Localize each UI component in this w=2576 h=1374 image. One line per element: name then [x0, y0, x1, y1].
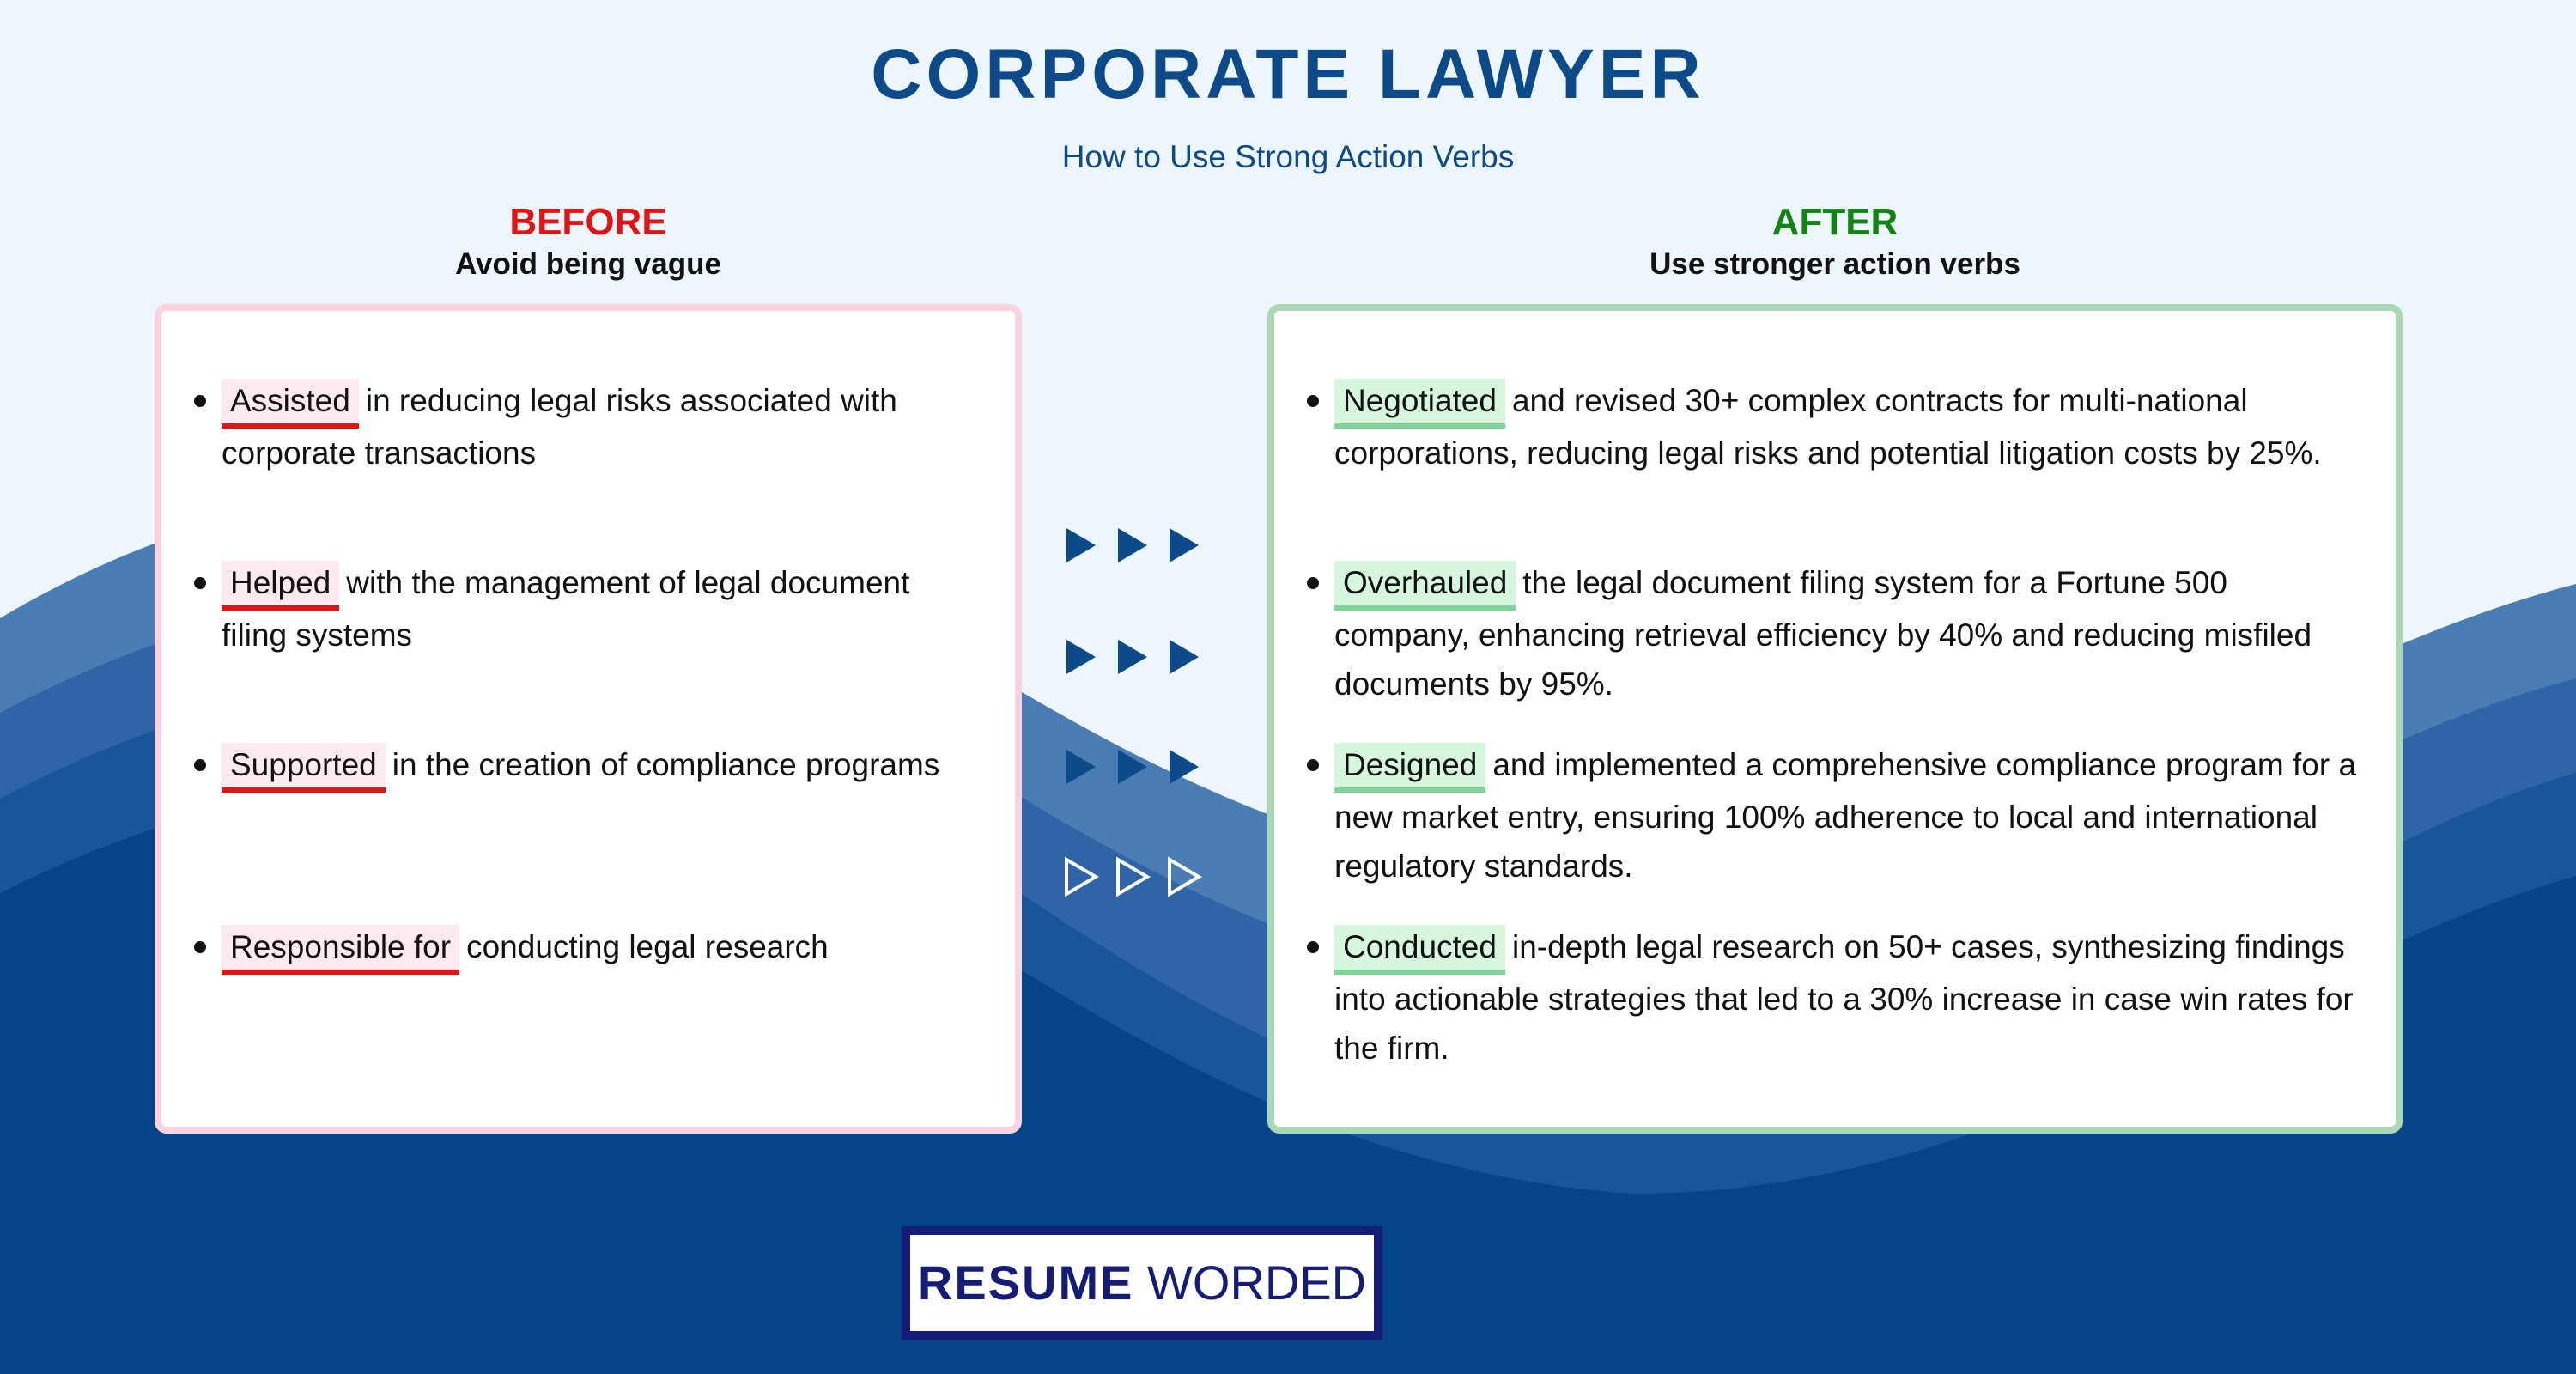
item-text: with the management of legal document filing systems: [222, 565, 910, 653]
before-heading: [155, 199, 1022, 283]
before-card: [155, 304, 1022, 1134]
list-item: [189, 740, 981, 793]
triangle-arrow-icon: [1060, 524, 1214, 567]
triangle-arrow-icon: [1060, 635, 1214, 678]
bullet-icon: [194, 577, 206, 589]
item-text: in the creation of compliance programs: [392, 747, 940, 782]
list-item: [189, 558, 981, 660]
list-item: [1302, 740, 2361, 891]
strong-verb: Conducted: [1334, 925, 1505, 975]
list-item: [1302, 376, 2361, 477]
strong-verb: Overhauled: [1334, 561, 1516, 611]
after-card: [1267, 304, 2403, 1134]
bullet-icon: [194, 941, 206, 953]
list-item: [189, 922, 981, 975]
list-item: [1302, 558, 2361, 708]
item-text: in-depth legal research on 50+ cases, synthesizing findings into actionable strategies that led to a 30% increase in case win rates for the firm.: [1334, 929, 2354, 1066]
bullet-icon: [194, 759, 206, 771]
page-title: CORPORATE LAWYER: [871, 35, 1705, 113]
weak-verb: Responsible for: [222, 925, 459, 975]
weak-verb: Helped: [222, 561, 339, 611]
bullet-icon: [1307, 759, 1319, 771]
item-text: and implemented a comprehensive compliance program for a new market entry, ensuring 100% adherence to local and international regulatory standards.: [1334, 747, 2357, 884]
item-text: conducting legal research: [466, 929, 829, 964]
bullet-icon: [1307, 941, 1319, 953]
resume-worded-logo: [902, 1226, 1382, 1340]
weak-verb: Supported: [222, 743, 386, 793]
logo-bold-text: RESUME: [917, 1255, 1134, 1310]
before-sublabel: Avoid being vague: [455, 247, 721, 281]
strong-verb: Designed: [1334, 743, 1485, 793]
list-item: [1302, 922, 2361, 1073]
weak-verb: Assisted: [222, 379, 359, 429]
item-text: and revised 30+ complex contracts for multi-national corporations, reducing legal risks and potential litigation costs by 25%.: [1334, 383, 2322, 471]
after-sublabel: Use stronger action verbs: [1649, 247, 2020, 281]
after-heading: [1267, 199, 2403, 283]
list-item: [189, 376, 981, 477]
strong-verb: Negotiated: [1334, 379, 1505, 429]
logo-light-text: WORDED: [1147, 1255, 1367, 1310]
after-label: AFTER: [1771, 201, 1899, 243]
triangle-arrow-outline-icon: [1060, 855, 1214, 898]
page-subtitle: How to Use Strong Action Verbs: [1061, 139, 1515, 174]
triangle-arrow-icon: [1060, 745, 1214, 788]
bullet-icon: [1307, 577, 1319, 589]
bullet-icon: [1307, 395, 1319, 407]
bullet-icon: [194, 395, 206, 407]
item-text: the legal document filing system for a Fortune 500 company, enhancing retrieval efficiency by 40% and reducing misfiled documents by 95%.: [1334, 565, 2312, 702]
before-label: BEFORE: [509, 201, 667, 243]
item-text: in reducing legal risks associated with corporate transactions: [222, 383, 897, 471]
